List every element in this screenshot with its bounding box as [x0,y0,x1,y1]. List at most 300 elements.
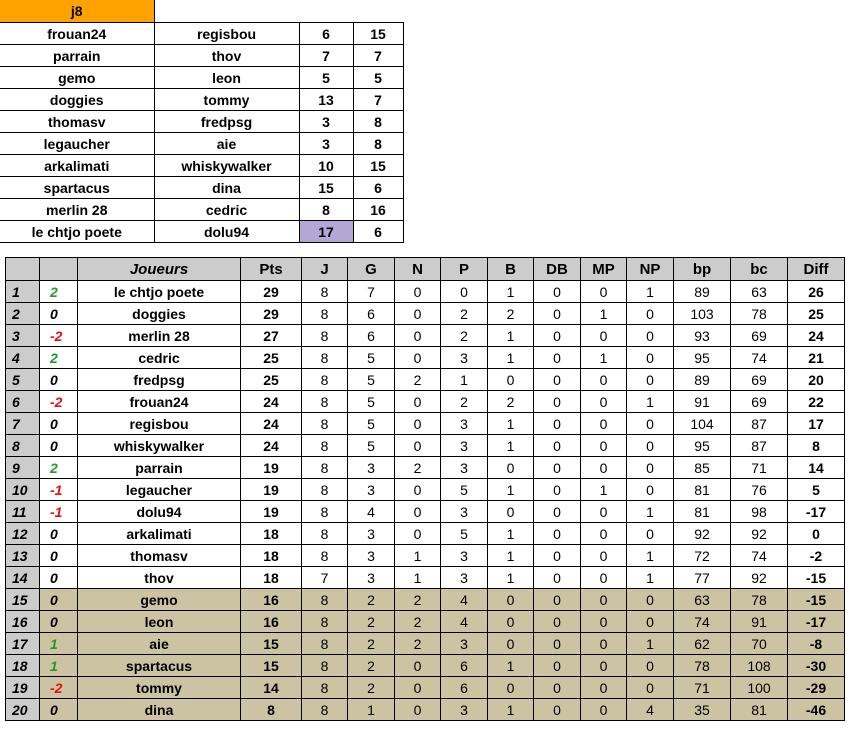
evolution-cell: 0 [40,303,78,325]
mp-cell: 1 [581,347,627,369]
evolution-cell: -2 [40,391,78,413]
header-mp: MP [581,258,627,281]
match-away-score: 7 [353,45,403,67]
losses-cell: 3 [441,633,488,655]
losses-cell: 6 [441,677,488,699]
db-cell: 0 [534,545,581,567]
draws-cell: 2 [395,369,441,391]
match-home-score: 13 [299,89,353,111]
goals-for-cell: 93 [674,325,731,347]
bonus-cell: 0 [488,611,534,633]
db-cell: 0 [534,369,581,391]
standings-row [6,699,845,721]
db-cell: 0 [534,677,581,699]
standings-row [6,611,845,633]
played-cell: 8 [302,303,348,325]
goals-against-cell: 92 [731,523,788,545]
header-p: P [441,258,488,281]
goals-for-cell: 62 [674,633,731,655]
goal-diff-cell: 22 [788,391,845,413]
goal-diff-cell: 14 [788,457,845,479]
match-home-player: gemo [0,67,154,89]
played-cell: 8 [302,611,348,633]
match-home-player: merlin 28 [0,199,154,221]
header-player: Joueurs [78,258,241,281]
player-name: cedric [78,347,241,369]
played-cell: 8 [302,281,348,303]
player-name: thomasv [78,545,241,567]
losses-cell: 3 [441,501,488,523]
draws-cell: 0 [395,523,441,545]
player-name: merlin 28 [78,325,241,347]
match-home-score: 3 [299,111,353,133]
np-cell: 0 [627,435,674,457]
goal-diff-cell: 26 [788,281,845,303]
points-cell: 25 [241,369,302,391]
losses-cell: 3 [441,567,488,589]
header-bp: bp [674,258,731,281]
match-home-player: spartacus [0,177,154,199]
losses-cell: 3 [441,413,488,435]
mp-cell: 0 [581,589,627,611]
mp-cell: 1 [581,303,627,325]
match-home-score: 10 [299,155,353,177]
wins-cell: 3 [348,457,395,479]
match-home-score: 3 [299,133,353,155]
goal-diff-cell: 0 [788,523,845,545]
draws-cell: 0 [395,479,441,501]
np-cell: 1 [627,391,674,413]
wins-cell: 7 [348,281,395,303]
player-name: aie [78,633,241,655]
player-name: gemo [78,589,241,611]
draws-cell: 2 [395,633,441,655]
np-cell: 0 [627,457,674,479]
wins-cell: 2 [348,589,395,611]
standings-row [6,457,845,479]
bonus-cell: 1 [488,545,534,567]
match-row [0,89,403,111]
rank-cell: 11 [6,501,40,523]
player-name: parrain [78,457,241,479]
wins-cell: 3 [348,545,395,567]
standings-table [5,257,845,721]
draws-cell: 0 [395,655,441,677]
wins-cell: 5 [348,435,395,457]
match-row [0,67,403,89]
points-cell: 24 [241,435,302,457]
goals-against-cell: 70 [731,633,788,655]
goals-against-cell: 92 [731,567,788,589]
points-cell: 27 [241,325,302,347]
db-cell: 0 [534,303,581,325]
played-cell: 8 [302,655,348,677]
np-cell: 0 [627,479,674,501]
goals-against-cell: 87 [731,413,788,435]
player-name: fredpsg [78,369,241,391]
wins-cell: 6 [348,303,395,325]
db-cell: 0 [534,457,581,479]
bonus-cell: 1 [488,523,534,545]
match-away-score: 15 [353,155,403,177]
losses-cell: 4 [441,611,488,633]
losses-cell: 3 [441,699,488,721]
points-cell: 15 [241,655,302,677]
wins-cell: 5 [348,391,395,413]
wins-cell: 1 [348,699,395,721]
header-db: DB [534,258,581,281]
goals-against-cell: 74 [731,545,788,567]
mp-cell: 0 [581,369,627,391]
db-cell: 0 [534,435,581,457]
draws-cell: 1 [395,545,441,567]
np-cell: 0 [627,589,674,611]
header-pts: Pts [241,258,302,281]
wins-cell: 4 [348,501,395,523]
match-home-player: le chtjo poete [0,221,154,243]
bonus-cell: 0 [488,589,534,611]
goal-diff-cell: -15 [788,589,845,611]
bonus-cell: 0 [488,677,534,699]
goals-for-cell: 63 [674,589,731,611]
points-cell: 24 [241,413,302,435]
header-j: J [302,258,348,281]
np-cell: 0 [627,611,674,633]
rank-cell: 17 [6,633,40,655]
match-home-player: frouan24 [0,23,154,45]
rank-cell: 20 [6,699,40,721]
goals-for-cell: 95 [674,435,731,457]
match-home-score: 15 [299,177,353,199]
mp-cell: 0 [581,677,627,699]
mp-cell: 0 [581,633,627,655]
db-cell: 0 [534,567,581,589]
draws-cell: 0 [395,391,441,413]
played-cell: 8 [302,677,348,699]
bonus-cell: 1 [488,347,534,369]
standings-header-row [6,258,845,281]
goal-diff-cell: 5 [788,479,845,501]
np-cell: 1 [627,501,674,523]
points-cell: 29 [241,303,302,325]
goals-for-cell: 89 [674,369,731,391]
played-cell: 8 [302,479,348,501]
losses-cell: 5 [441,523,488,545]
evolution-cell: -2 [40,325,78,347]
played-cell: 8 [302,435,348,457]
points-cell: 16 [241,589,302,611]
standings-row [6,589,845,611]
standings-row [6,347,845,369]
standings-row [6,655,845,677]
rank-cell: 8 [6,435,40,457]
standings-row [6,413,845,435]
bonus-cell: 1 [488,567,534,589]
bonus-cell: 0 [488,457,534,479]
points-cell: 18 [241,523,302,545]
match-row [0,155,403,177]
player-name: thov [78,567,241,589]
rank-cell: 1 [6,281,40,303]
losses-cell: 3 [441,435,488,457]
draws-cell: 0 [395,413,441,435]
draws-cell: 2 [395,611,441,633]
header-evolution [40,258,78,281]
draws-cell: 0 [395,435,441,457]
bonus-cell: 1 [488,413,534,435]
match-home-score: 5 [299,67,353,89]
evolution-cell: 0 [40,435,78,457]
np-cell: 0 [627,523,674,545]
standings-row [6,633,845,655]
goal-diff-cell: -15 [788,567,845,589]
matches-table [0,0,404,243]
bonus-cell: 1 [488,699,534,721]
wins-cell: 3 [348,567,395,589]
standings-row [6,479,845,501]
standings-row [6,281,845,303]
wins-cell: 2 [348,677,395,699]
evolution-cell: 2 [40,457,78,479]
played-cell: 8 [302,413,348,435]
goals-against-cell: 91 [731,611,788,633]
np-cell: 0 [627,325,674,347]
evolution-cell: -1 [40,479,78,501]
np-cell: 0 [627,677,674,699]
played-cell: 8 [302,457,348,479]
goals-for-cell: 81 [674,501,731,523]
rank-cell: 19 [6,677,40,699]
points-cell: 19 [241,501,302,523]
player-name: whiskywalker [78,435,241,457]
match-away-player: cedric [154,199,299,221]
db-cell: 0 [534,501,581,523]
db-cell: 0 [534,655,581,677]
goal-diff-cell: -46 [788,699,845,721]
goals-for-cell: 103 [674,303,731,325]
mp-cell: 0 [581,325,627,347]
goals-for-cell: 104 [674,413,731,435]
db-cell: 0 [534,325,581,347]
draws-cell: 0 [395,325,441,347]
goals-against-cell: 98 [731,501,788,523]
match-home-player: arkalimati [0,155,154,177]
losses-cell: 4 [441,589,488,611]
losses-cell: 5 [441,479,488,501]
goals-for-cell: 85 [674,457,731,479]
np-cell: 0 [627,413,674,435]
mp-cell: 0 [581,523,627,545]
draws-cell: 0 [395,501,441,523]
rank-cell: 5 [6,369,40,391]
wins-cell: 2 [348,655,395,677]
goals-for-cell: 71 [674,677,731,699]
played-cell: 8 [302,523,348,545]
standings-row [6,325,845,347]
match-home-score: 6 [299,23,353,45]
rank-cell: 2 [6,303,40,325]
goals-against-cell: 69 [731,391,788,413]
player-name: arkalimati [78,523,241,545]
goals-for-cell: 81 [674,479,731,501]
match-away-score: 6 [353,221,403,243]
mp-cell: 0 [581,435,627,457]
player-name: dina [78,699,241,721]
points-cell: 14 [241,677,302,699]
match-home-player: parrain [0,45,154,67]
rank-cell: 18 [6,655,40,677]
rank-cell: 9 [6,457,40,479]
np-cell: 1 [627,633,674,655]
db-cell: 0 [534,523,581,545]
mp-cell: 0 [581,457,627,479]
wins-cell: 5 [348,413,395,435]
goal-diff-cell: 20 [788,369,845,391]
goal-diff-cell: -17 [788,611,845,633]
goal-diff-cell: -30 [788,655,845,677]
match-away-player: thov [154,45,299,67]
match-row [0,45,403,67]
goal-diff-cell: 17 [788,413,845,435]
standings-row [6,567,845,589]
bonus-cell: 2 [488,303,534,325]
goal-diff-cell: 25 [788,303,845,325]
match-row [0,111,403,133]
header-diff: Diff [788,258,845,281]
match-away-player: dolu94 [154,221,299,243]
standings-row [6,303,845,325]
losses-cell: 6 [441,655,488,677]
match-away-player: tommy [154,89,299,111]
evolution-cell: 2 [40,347,78,369]
player-name: le chtjo poete [78,281,241,303]
goals-against-cell: 78 [731,303,788,325]
points-cell: 16 [241,611,302,633]
header-bc: bc [731,258,788,281]
player-name: doggies [78,303,241,325]
losses-cell: 2 [441,325,488,347]
losses-cell: 3 [441,347,488,369]
evolution-cell: 1 [40,655,78,677]
match-away-player: fredpsg [154,111,299,133]
player-name: frouan24 [78,391,241,413]
db-cell: 0 [534,281,581,303]
played-cell: 8 [302,347,348,369]
match-home-player: thomasv [0,111,154,133]
header-rank [6,258,40,281]
evolution-cell: 0 [40,699,78,721]
db-cell: 0 [534,611,581,633]
goals-against-cell: 69 [731,369,788,391]
match-home-player: legaucher [0,133,154,155]
points-cell: 18 [241,567,302,589]
draws-cell: 2 [395,457,441,479]
player-name: legaucher [78,479,241,501]
goals-against-cell: 69 [731,325,788,347]
player-name: spartacus [78,655,241,677]
goals-for-cell: 35 [674,699,731,721]
evolution-cell: 0 [40,413,78,435]
mp-cell: 1 [581,479,627,501]
match-away-score: 8 [353,111,403,133]
match-away-player: regisbou [154,23,299,45]
losses-cell: 3 [441,545,488,567]
mp-cell: 0 [581,655,627,677]
played-cell: 8 [302,501,348,523]
points-cell: 19 [241,479,302,501]
rank-cell: 3 [6,325,40,347]
played-cell: 8 [302,589,348,611]
losses-cell: 1 [441,369,488,391]
match-away-score: 8 [353,133,403,155]
db-cell: 0 [534,699,581,721]
played-cell: 8 [302,545,348,567]
mp-cell: 0 [581,281,627,303]
header-n: N [395,258,441,281]
player-name: regisbou [78,413,241,435]
db-cell: 0 [534,347,581,369]
header-b: B [488,258,534,281]
standings-row [6,391,845,413]
rank-cell: 16 [6,611,40,633]
draws-cell: 0 [395,677,441,699]
rank-cell: 14 [6,567,40,589]
standings-row [6,501,845,523]
bonus-cell: 0 [488,633,534,655]
match-home-score: 8 [299,199,353,221]
points-cell: 29 [241,281,302,303]
header-np: NP [627,258,674,281]
goal-diff-cell: -8 [788,633,845,655]
losses-cell: 2 [441,391,488,413]
goals-for-cell: 74 [674,611,731,633]
match-away-score: 5 [353,67,403,89]
goal-diff-cell: 21 [788,347,845,369]
db-cell: 0 [534,589,581,611]
mp-cell: 0 [581,413,627,435]
db-cell: 0 [534,391,581,413]
evolution-cell: 0 [40,611,78,633]
np-cell: 0 [627,369,674,391]
mp-cell: 0 [581,391,627,413]
played-cell: 8 [302,369,348,391]
goal-diff-cell: -2 [788,545,845,567]
mp-cell: 0 [581,501,627,523]
wins-cell: 3 [348,479,395,501]
goals-for-cell: 72 [674,545,731,567]
mp-cell: 0 [581,545,627,567]
bonus-cell: 1 [488,435,534,457]
match-away-score: 15 [353,23,403,45]
goals-against-cell: 74 [731,347,788,369]
match-away-player: dina [154,177,299,199]
evolution-cell: 0 [40,589,78,611]
np-cell: 1 [627,545,674,567]
draws-cell: 0 [395,281,441,303]
goal-diff-cell: -17 [788,501,845,523]
goals-against-cell: 71 [731,457,788,479]
rank-cell: 15 [6,589,40,611]
standings-row [6,523,845,545]
standings-row [6,369,845,391]
match-row [0,221,403,243]
rank-cell: 12 [6,523,40,545]
played-cell: 8 [302,633,348,655]
goals-against-cell: 76 [731,479,788,501]
evolution-cell: 0 [40,523,78,545]
evolution-cell: -1 [40,501,78,523]
np-cell: 1 [627,281,674,303]
